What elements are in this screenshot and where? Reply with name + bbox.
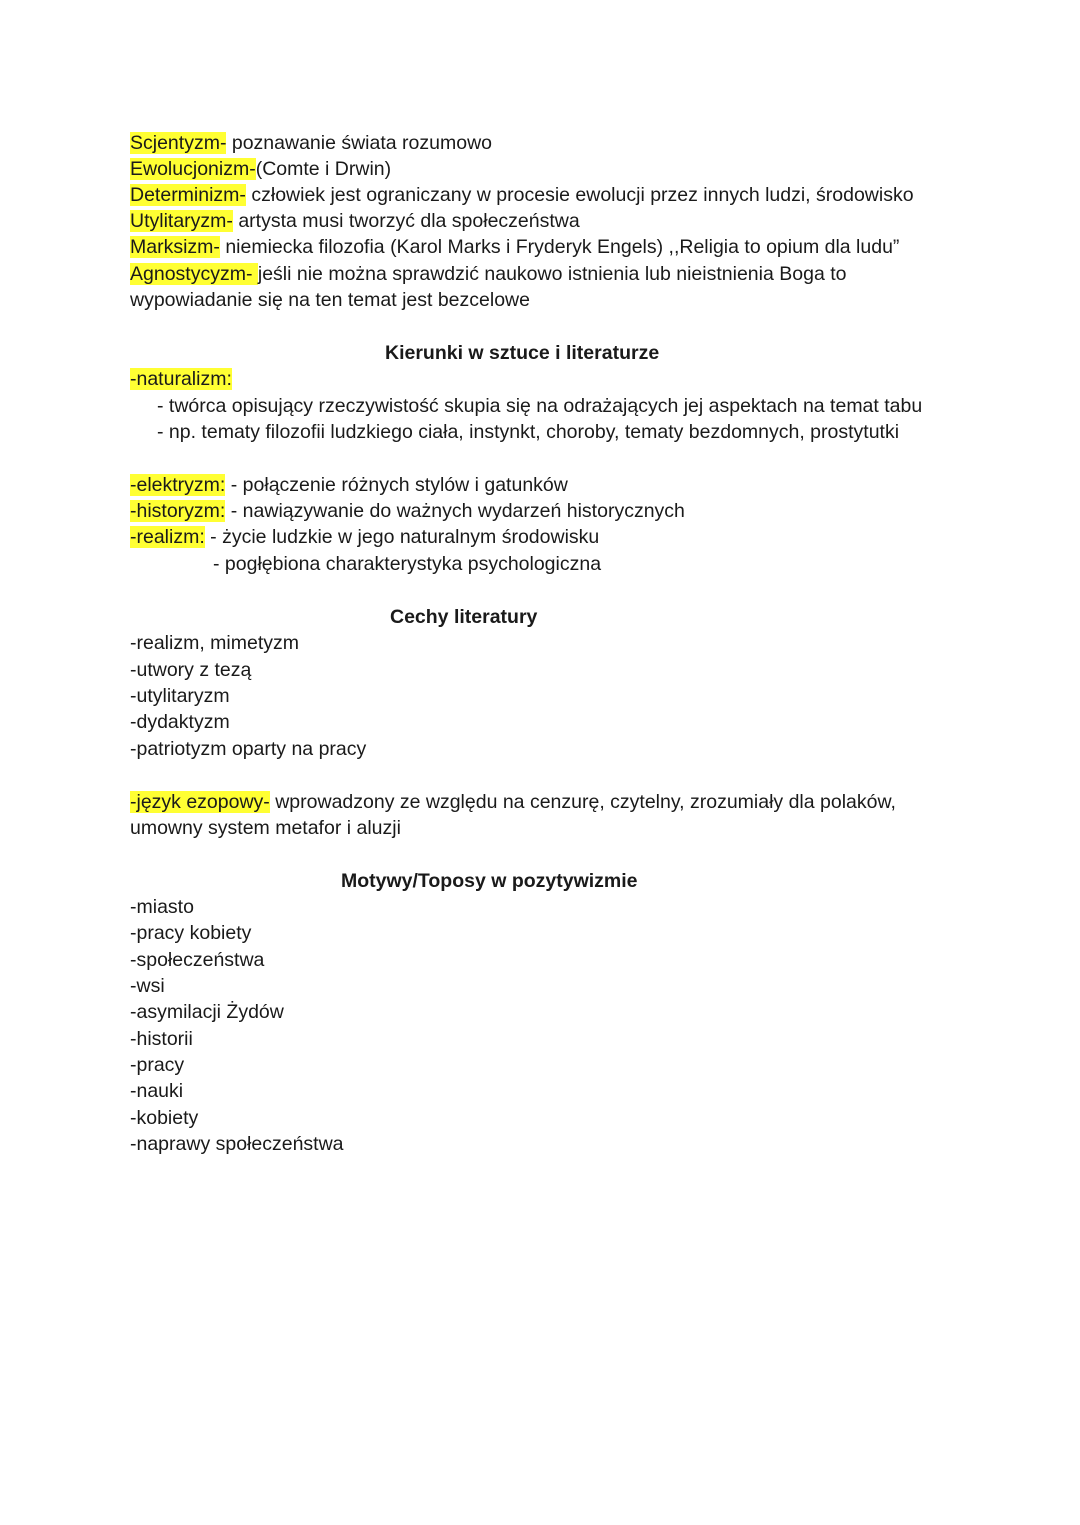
feature-item: -utylitaryzm [130, 685, 230, 707]
historyzm-line [130, 498, 685, 524]
feature-item: -patriotyzm oparty na pracy [130, 738, 367, 760]
definition-text: niemiecka filozofia (Karol Marks i Fryderyk Engels) ,,Religia to opium dla ludu” [219, 236, 900, 258]
motif-item: -pracy kobiety [130, 922, 252, 944]
ezop-continuation: umowny system metafor i aluzji [130, 817, 401, 839]
definition-line [130, 130, 492, 156]
realizm-term: -realizm: [130, 526, 205, 548]
elektryzm-text: - połączenie różnych stylów i gatunków [225, 474, 568, 496]
definition-term: Scjentyzm- [130, 132, 227, 154]
definition-text: poznawanie świata rozumowo [226, 132, 492, 154]
definition-term: Utylitaryzm- [130, 210, 233, 232]
definition-line [130, 208, 580, 234]
definition-text: jeśli nie można sprawdzić naukowo istnienia lub nieistnienia Boga to [257, 263, 847, 285]
motif-item: -asymilacji Żydów [130, 1001, 284, 1023]
ezop-term: -język ezopowy- [130, 791, 270, 813]
definition-term: Marksizm- [130, 236, 220, 258]
section-heading: Kierunki w sztuce i literaturze [385, 342, 660, 364]
naturalizm-item: - twórca opisujący rzeczywistość skupia się na odrażających jej aspektach na temat tabu [157, 395, 923, 417]
definition-line [130, 182, 914, 208]
section-heading: Motywy/Toposy w pozytywizmie [341, 870, 638, 892]
naturalizm-term-line [130, 366, 232, 392]
motif-item: -pracy [130, 1054, 185, 1076]
definition-text: artysta musi tworzyć dla społeczeństwa [232, 210, 580, 232]
feature-item: -dydaktyzm [130, 711, 230, 733]
motif-item: -historii [130, 1028, 193, 1050]
feature-item: -realizm, mimetyzm [130, 632, 299, 654]
motif-item: -wsi [130, 975, 165, 997]
elektryzm-line [130, 472, 568, 498]
definition-line [130, 234, 899, 260]
motif-item: -nauki [130, 1080, 184, 1102]
feature-item: -utwory z tezą [130, 659, 252, 681]
realizm-line [130, 524, 599, 550]
ezop-text: wprowadzony ze względu na cenzurę, czytelny, zrozumiały dla polaków, [269, 791, 896, 813]
definition-term: Ewolucjonizm- [130, 158, 256, 180]
historyzm-text: - nawiązywanie do ważnych wydarzeń historycznych [225, 500, 685, 522]
motif-item: -kobiety [130, 1107, 199, 1129]
section-heading: Cechy literatury [390, 606, 538, 628]
definition-line [130, 261, 846, 287]
motif-item: -naprawy społeczeństwa [130, 1133, 344, 1155]
definition-text: człowiek jest ograniczany w procesie ewolucji przez innych ludzi, środowisko [245, 184, 914, 206]
historyzm-term: -historyzm: [130, 500, 226, 522]
ezop-line [130, 789, 896, 815]
definition-term: Agnostycyzm- [130, 263, 258, 285]
realizm-text: - życie ludzkie w jego naturalnym środowisku [204, 526, 600, 548]
definition-continuation: wypowiadanie się na ten temat jest bezcelowe [130, 289, 530, 311]
definition-text: (Comte i Drwin) [255, 158, 392, 180]
definition-line [130, 156, 391, 182]
elektryzm-term: -elektryzm: [130, 474, 226, 496]
motif-item: -miasto [130, 896, 194, 918]
definition-term: Determinizm- [130, 184, 246, 206]
naturalizm-term: -naturalizm: [130, 368, 232, 390]
naturalizm-item: - np. tematy filozofii ludzkiego ciała, instynkt, choroby, tematy bezdomnych, prostytutki [157, 421, 900, 443]
realizm-continuation: - pogłębiona charakterystyka psychologiczna [213, 553, 602, 575]
motif-item: -społeczeństwa [130, 949, 265, 971]
